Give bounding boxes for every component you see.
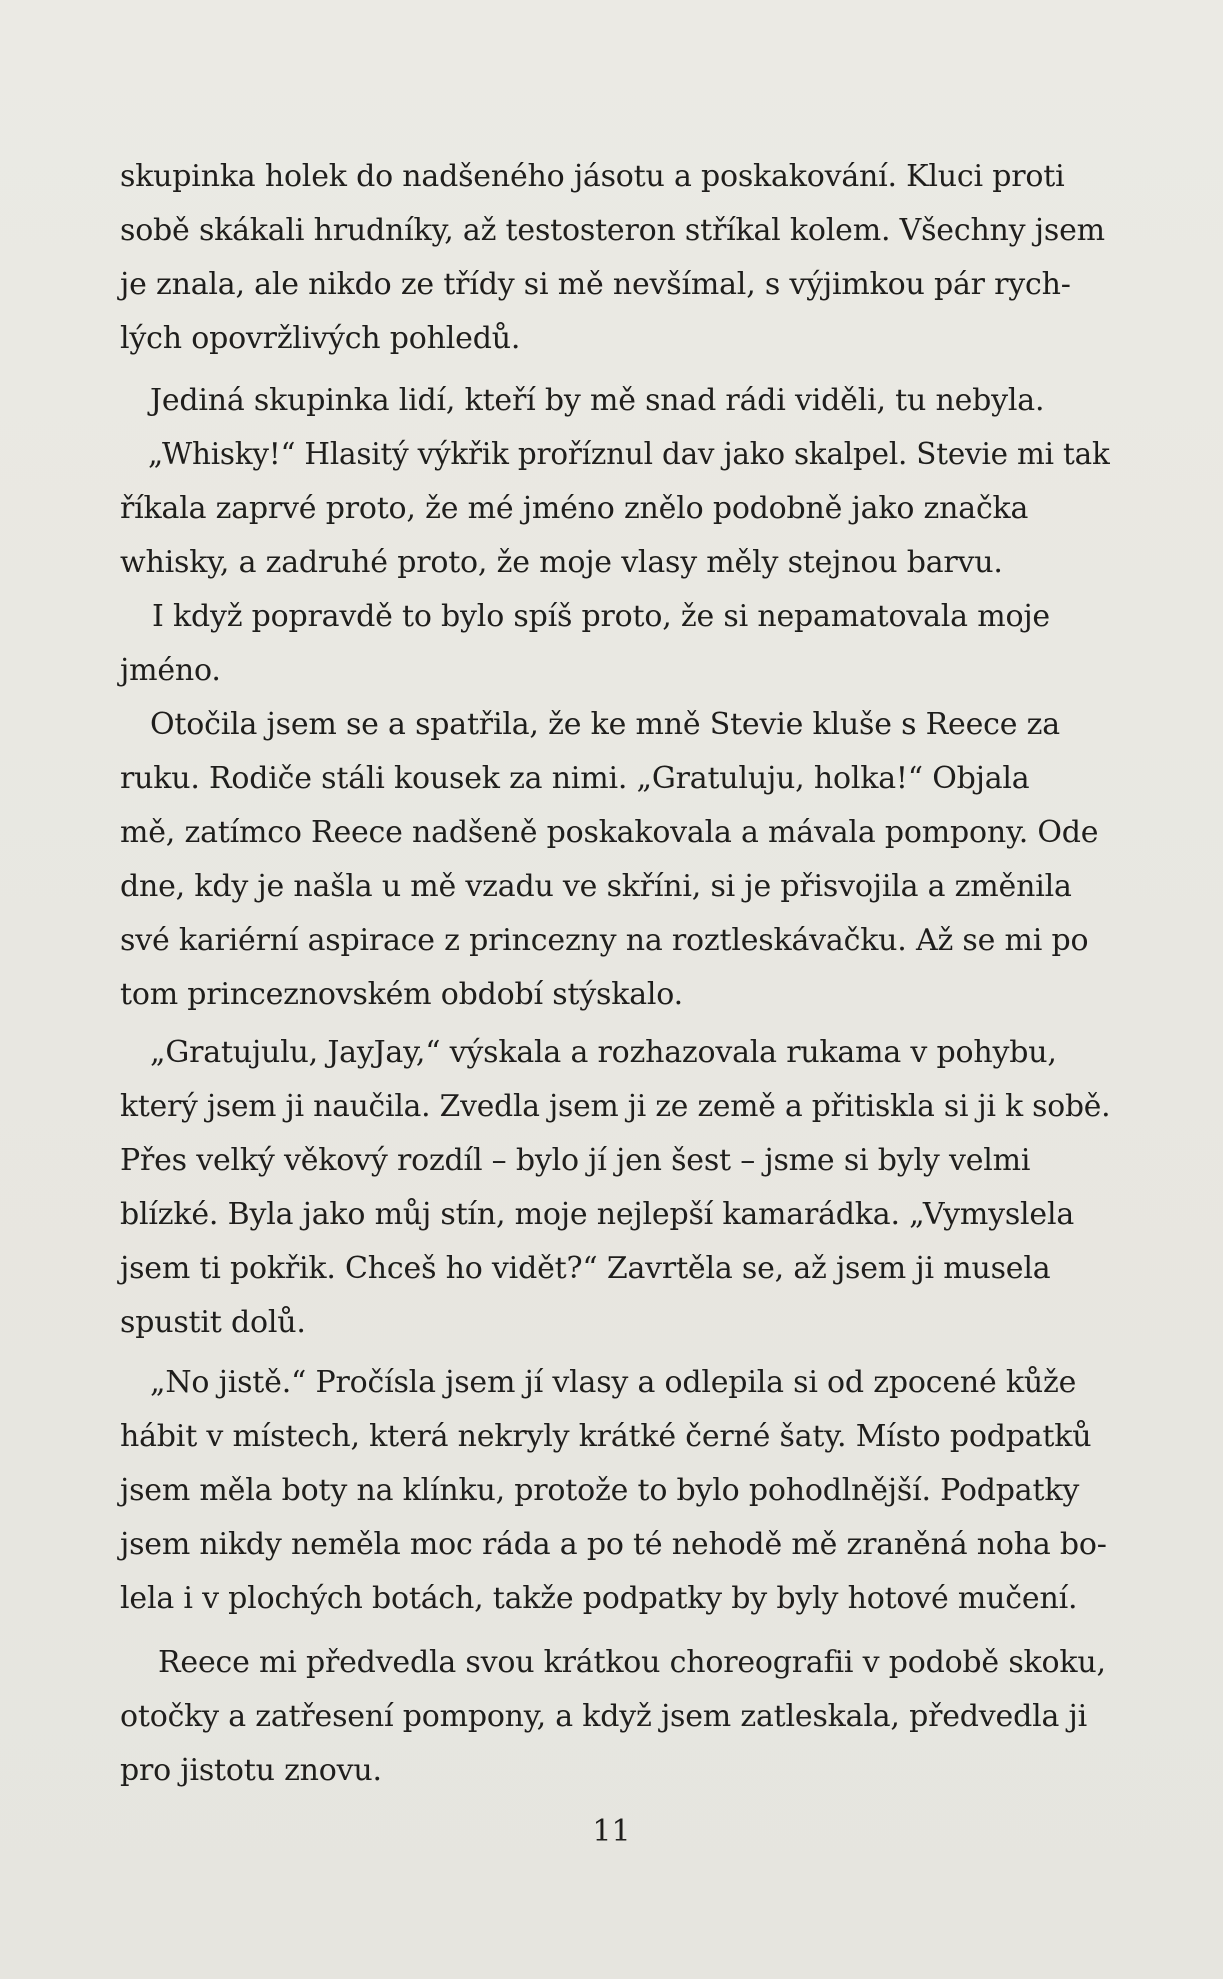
text-line: pro jistotu znovu. [120, 1753, 382, 1788]
page-number: 11 [592, 1814, 631, 1849]
text-line: který jsem ji naučila. Zvedla jsem ji ze země a přitiskla si ji k sobě. [120, 1089, 1111, 1124]
text-line: blízké. Byla jako můj stín, moje nejlepší kamarádka. „Vymyslela [120, 1197, 1075, 1232]
text-line: Reece mi předvedla svou krátkou choreografii v podobě skoku, [158, 1645, 1106, 1680]
text-line: sobě skákali hrudníky, až testosteron stříkal kolem. Všechny jsem [120, 213, 1105, 248]
text-line: skupinka holek do nadšeného jásotu a poskakování. Kluci proti [120, 159, 1065, 194]
text-line: „No jistě.“ Pročísla jsem jí vlasy a odlepila si od zpocené kůže [150, 1365, 1077, 1400]
text-line: lých opovržlivých pohledů. [120, 321, 521, 356]
text-line: jsem měla boty na klínku, protože to bylo pohodlnější. Podpatky [120, 1473, 1080, 1508]
text-line: I když popravdě to bylo spíš proto, že si nepamatovala moje [152, 599, 1050, 634]
text-line: říkala zaprvé proto, že mé jméno znělo podobně jako značka [120, 491, 1029, 526]
text-line: jsem ti pokřik. Chceš ho vidět?“ Zavrtěla se, až jsem ji musela [120, 1251, 1051, 1286]
text-line: „Gratujulu, JayJay,“ výskala a rozhazovala rukama v pohybu, [150, 1035, 1057, 1070]
text-line: své kariérní aspirace z princezny na roztleskávačku. Až se mi po [120, 923, 1089, 958]
text-line: otočky a zatřesení pompony, a když jsem zatleskala, předvedla ji [120, 1699, 1088, 1734]
text-line: Jediná skupinka lidí, kteří by mě snad rádi viděli, tu nebyla. [150, 383, 1045, 418]
text-line: Přes velký věkový rozdíl – bylo jí jen šest – jsme si byly velmi [120, 1143, 1031, 1178]
text-line: ruku. Rodiče stáli kousek za nimi. „Gratuluju, holka!“ Objala [120, 761, 1030, 796]
text-line: tom princeznovském období stýskalo. [120, 977, 683, 1012]
text-line: je znala, ale nikdo ze třídy si mě nevšímal, s výjimkou pár rych- [120, 267, 1071, 302]
text-line: whisky, a zadruhé proto, že moje vlasy měly stejnou barvu. [120, 545, 1003, 580]
text-line: Otočila jsem se a spatřila, že ke mně Stevie kluše s Reece za [150, 707, 1060, 742]
text-line: jméno. [120, 653, 221, 688]
text-line: hábit v místech, která nekryly krátké černé šaty. Místo podpatků [120, 1419, 1092, 1454]
text-line: dne, kdy je našla u mě vzadu ve skříni, si je přisvojila a změnila [120, 869, 1072, 904]
text-line: spustit dolů. [120, 1305, 306, 1340]
text-line: „Whisky!“ Hlasitý výkřik proříznul dav jako skalpel. Stevie mi tak [148, 437, 1110, 472]
text-line: jsem nikdy neměla moc ráda a po té nehodě mě zraněná noha bo- [120, 1527, 1107, 1562]
text-line: mě, zatímco Reece nadšeně poskakovala a mávala pompony. Ode [120, 815, 1099, 850]
text-line: lela i v plochých botách, takže podpatky by byly hotové mučení. [120, 1581, 1078, 1616]
